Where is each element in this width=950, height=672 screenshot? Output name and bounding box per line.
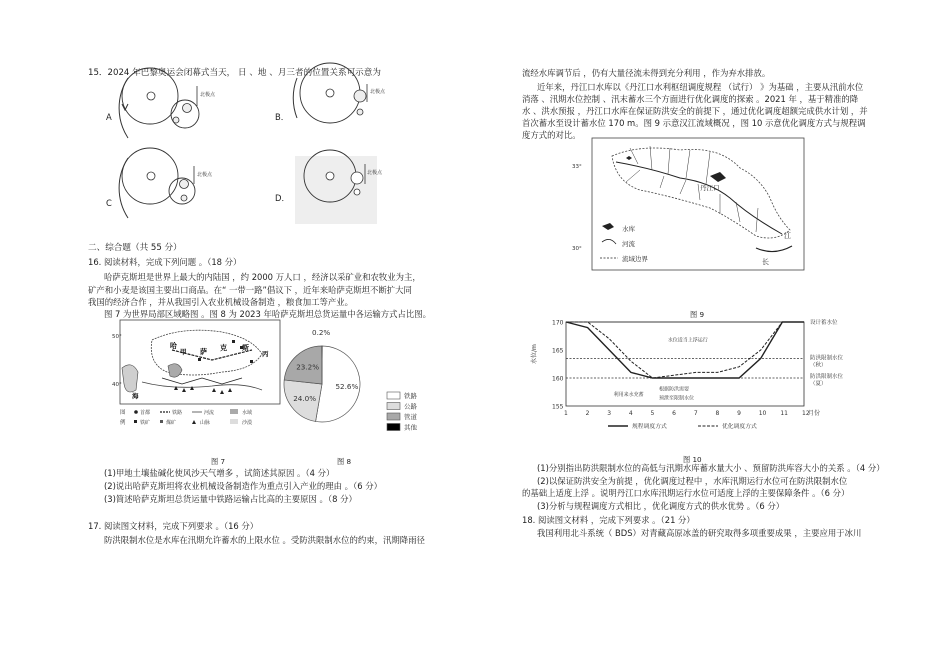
q17-paragraph-5: 首次蓄水至设计蓄水位 170 m。图 9 示意汉江流域概况 ，图 10 示意优化调度方式与规程调 [522, 118, 866, 128]
option-a-label: A [106, 112, 112, 122]
option-b-label: B． [275, 112, 290, 122]
q16-sub-2: (2)说出哈萨克斯坦将农业机械设备制造作为重点引入产业的理由 。（6 分） [104, 481, 382, 491]
pie-label-其他: 0.2% [312, 328, 331, 337]
x-tick-10: 10 [758, 410, 767, 417]
x-axis-unit: 月份 [808, 410, 821, 417]
svg-text:江: 江 [784, 232, 791, 240]
q16-figure-intro: 图 7 为世界局部区域略图 。图 8 为 2023 年哈萨克斯坦总货运量中各运输方式占比图。 [104, 309, 431, 319]
svg-text:北极点: 北极点 [200, 92, 216, 98]
x-tick-11: 11 [780, 410, 789, 417]
label-autumn: （秋） [810, 362, 827, 369]
x-tick-1: 1 [564, 410, 568, 417]
svg-text:北极点: 北极点 [370, 89, 386, 95]
svg-text:40°: 40° [112, 382, 122, 388]
svg-text:北极点: 北极点 [197, 172, 213, 178]
q18-heading: 18. 阅读图文材料 ，完成下列要求 。（21 分） [522, 515, 695, 525]
svg-text:例: 例 [120, 420, 126, 426]
figure-7-map [112, 320, 282, 432]
q16-sub-1: (1)甲地土壤盐碱化使风沙天气增多 ，试简述其原因 。（4 分） [104, 468, 335, 478]
figure-8-caption: 图 8 [337, 457, 352, 466]
svg-text:沙漠: 沙漠 [242, 420, 253, 426]
legend-swatch-其他 [387, 424, 400, 431]
svg-text:丹江口: 丹江口 [700, 184, 720, 192]
x-tick-7: 7 [693, 410, 698, 417]
x-tick-5: 5 [650, 410, 655, 417]
svg-text:煤矿: 煤矿 [166, 420, 177, 426]
y-axis-label: 水位/m [531, 344, 538, 364]
plot-frame [566, 322, 804, 406]
q17-paragraph-6: 度方式的对比。 [522, 130, 581, 140]
svg-text:山脉: 山脉 [200, 420, 211, 426]
legend-swatch-铁路 [387, 392, 400, 399]
x-tick-9: 9 [737, 410, 741, 417]
y-tick-155: 155 [552, 403, 564, 411]
svg-text:30°: 30° [572, 246, 582, 252]
x-tick-3: 3 [607, 410, 612, 417]
legend-label-管道: 管道 [404, 413, 417, 421]
svg-text:铁路: 铁路 [172, 410, 183, 416]
legend-label-公路: 公路 [404, 402, 417, 411]
x-tick-6: 6 [672, 410, 677, 417]
legend-label-1: 优化调度方式 [722, 424, 757, 430]
svg-text:图: 图 [120, 410, 126, 416]
y-tick-165: 165 [552, 347, 564, 355]
q17-paragraph-2: 近年来，丹江口水库以《丹江口水利枢纽调度规程 （试行） 》为基础 ，主要从汛前水位 [537, 82, 864, 92]
q18-paragraph-1: 我国利用北斗系统（ BDS）对青藏高原冰盖的研究取得多项重要成果 ，主要应用于冰川 [537, 528, 862, 538]
legend-label-0: 规程调度方式 [632, 424, 667, 430]
svg-text:水库: 水库 [622, 225, 635, 233]
label-summer: （夏） [810, 381, 827, 387]
annotation-3: 利用来水充蓄 [613, 391, 644, 398]
y-tick-160: 160 [552, 375, 564, 383]
figure-10-line-chart [528, 314, 858, 429]
q15-stem: 15．2024 年巴黎奥运会闭幕式当天， 日 、地 、月三者的位置关系可示意为 [88, 68, 381, 78]
svg-text:哈: 哈 [170, 342, 177, 350]
x-tick-12: 12 [802, 410, 810, 417]
svg-text:流域边界: 流域边界 [622, 255, 648, 263]
figure-8-pie-chart [282, 328, 442, 442]
svg-text:河流: 河流 [204, 410, 215, 416]
q16-sub-3: (3)简述哈萨克斯坦总货运量中铁路运输占比高的主要原因 。（8 分） [104, 494, 357, 504]
option-a-diagram [119, 68, 216, 138]
q17-paragraph-1-cont: 流经水库调节后 ，仍有大量径流未得到充分利用 ，作为弃水排放。 [522, 68, 771, 78]
q17-paragraph-1: 防洪限制水位是水库在汛期允许蓄水的上限水位 。受防洪限制水位的约束，汛期降雨径 [104, 535, 425, 545]
q17-heading: 17. 阅读图文材料，完成下列要求 。（16 分） [88, 521, 259, 531]
svg-text:铁矿: 铁矿 [140, 420, 151, 426]
figure-10-caption: 图 10 [683, 455, 702, 464]
svg-text:33°: 33° [572, 164, 582, 170]
q16-paragraph-3: 我国的经济合作 ，并从我国引入农业机械设备制造 ，粮食加工等产业。 [88, 297, 353, 307]
annotation-1: 根据防洪需要 [659, 386, 690, 393]
section-heading: 二、综合题（共 55 分） [88, 243, 182, 253]
q16-paragraph-1: 哈萨克斯坦是世界上最大的内陆国 ，约 2000 万人口 ，经济以采矿业和农牧业为主， [104, 272, 421, 282]
q17-sub-2a: (2)以保证防洪安全为前提 ，优化调度过程中 ，水库汛期运行水位可在防洪限制水位 [537, 476, 848, 486]
legend-swatch-公路 [387, 403, 400, 410]
option-c-label: C [106, 198, 112, 208]
option-d-label: D． [275, 193, 290, 203]
q15-orbit-diagrams [100, 78, 390, 228]
svg-text:长: 长 [762, 258, 769, 266]
x-tick-4: 4 [628, 410, 633, 417]
q17-paragraph-3: 消落 、汛期水位控制 、汛末蓄水三个方面进行优化调度的探索 。2021 年 ，基于精准的降 [522, 94, 859, 104]
legend-label-其他: 其他 [404, 423, 417, 432]
svg-text:北极点: 北极点 [367, 170, 383, 176]
label-autumn-limit: 防洪限制水位 [810, 355, 844, 362]
annotation-0: 水位适当上浮运行 [667, 337, 708, 344]
option-d-diagram [295, 150, 383, 224]
x-tick-2: 2 [585, 410, 590, 417]
annotation-2: 预泄至限制水位 [659, 395, 695, 402]
svg-text:海: 海 [132, 392, 139, 400]
svg-text:水域: 水域 [242, 410, 253, 416]
svg-text:斯: 斯 [242, 344, 249, 352]
q17-sub-3: (3)分析与规程调度方式相比 ，优化调度方式的供水优势 。（6 分） [537, 501, 785, 511]
svg-text:50°: 50° [112, 334, 122, 340]
label-summer-limit: 防洪限制水位 [810, 374, 844, 380]
q17-sub-1: (1)分别指出防洪限制水位的高低与汛期水库蓄水量大小 、预留防洪库容大小的关系 。（4 分） [537, 463, 885, 473]
svg-text:河流: 河流 [622, 240, 635, 248]
y-tick-170: 170 [552, 319, 564, 327]
pie-label-公路: 24.0% [293, 394, 317, 404]
figure-9-caption: 图 9 [690, 310, 705, 319]
x-tick-8: 8 [715, 410, 720, 417]
q17-sub-2b: 的基础上适度上浮 。说明丹江口水库汛期运行水位可适度上浮的主要保障条件 。（6 分） [522, 488, 850, 498]
pie-label-铁路: 52.6% [335, 382, 359, 392]
svg-text:克: 克 [220, 344, 227, 352]
legend-label-铁路: 铁路 [404, 392, 417, 400]
svg-text:丙: 丙 [262, 350, 269, 358]
svg-text:萨: 萨 [200, 348, 207, 356]
legend-swatch-管道 [387, 413, 400, 420]
svg-text:首都: 首都 [140, 410, 151, 416]
q16-paragraph-2: 矿产和小麦是该国主要出口商品。在“ 一带一路”倡议下 ，近年来哈萨克斯坦不断扩大同 [88, 285, 412, 295]
option-c-diagram [119, 148, 213, 218]
figure-9-basin-map [560, 138, 810, 298]
figure-7-caption: 图 7 [211, 457, 226, 466]
svg-text:甲: 甲 [180, 348, 187, 356]
q17-paragraph-4: 水 、洪水预报 ，丹江口水库在保证防洪安全的前提下 ，通过优化调度超额完成供水计划 ，并 [522, 106, 868, 116]
pie-label-管道: 23.2% [296, 362, 320, 372]
q16-heading: 16. 阅读材料，完成下列问题 。（18 分） [88, 257, 242, 267]
label-design-level: 设计蓄水位 [810, 320, 838, 326]
